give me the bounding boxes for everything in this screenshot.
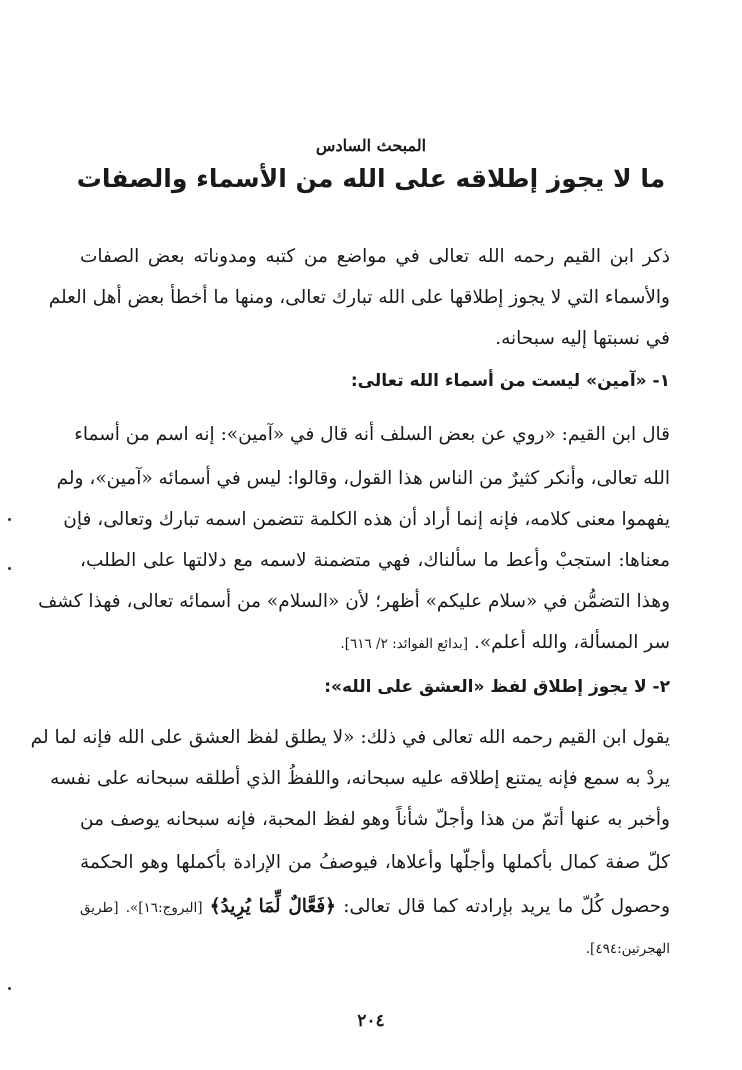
citation: [بدائع الفوائد: ٢/ ٦١٦].: [340, 636, 469, 652]
quran-verse: ﴿فَعَّالٌ لِّمَا يُرِيدُ﴾: [209, 896, 337, 917]
citation-line: الهجرتين:٤٩٤].: [585, 941, 670, 957]
paragraph-line: يفهموا معنى كلامه، فإنه إنما أراد أن هذه الكلمة تتضمن اسمه تبارك وتعالى، فإن: [63, 509, 670, 530]
intro-line: في نسبتها إليه سبحانه.: [495, 328, 670, 349]
intro-line: والأسماء التي لا يجوز إطلاقها على الله تبارك تعالى، ومنها ما أخطأ بعض أهل العلم: [48, 287, 670, 308]
citation: [البروج:١٦]».: [125, 900, 203, 916]
paragraph-text: وحصول كُلّ ما يريد بإرادته كما قال تعالى:: [343, 896, 671, 917]
paragraph-line: يقول ابن القيم رحمه الله تعالى في ذلك: «لا يطلق لفظ العشق على الله فإنه لما لم: [30, 727, 670, 748]
section-1-heading: ١- «آمين» ليست من أسماء الله تعالى:: [350, 371, 670, 391]
page-number: ٢٠٤: [357, 1011, 385, 1031]
paragraph-line: [80, 628, 670, 659]
paragraph-line: [80, 892, 670, 923]
paragraph-line: وهذا التضمُّن في «سلام عليكم» أظهر؛ لأن «السلام» من أسمائه تعالى، فهذا كشف: [38, 591, 670, 612]
page-title: ما لا يجوز إطلاقه على الله من الأسماء والصفات: [76, 164, 666, 193]
paragraph-line: قال ابن القيم: «روي عن بعض السلف أنه قال في «آمين»: إنه اسم من أسماء: [74, 424, 670, 445]
paragraph-text: سر المسألة، والله أعلم».: [473, 632, 670, 653]
paragraph-line: يردْ به سمع فإنه يمتنع إطلاقه عليه سبحانه، واللفظُ الذي أطلقه سبحانه على نفسه: [50, 768, 670, 789]
intro-line: ذكر ابن القيم رحمه الله تعالى في مواضع من كتبه ومدوناته بعض الصفات: [80, 246, 670, 267]
paragraph-line: وأخبر به عنها أتمّ من هذا وأجلّ شأناً وهو لفظ المحبة، فإنه سبحانه يوصف من: [80, 809, 670, 830]
section-label: المبحث السادس: [315, 136, 427, 155]
margin-mark: [8, 518, 11, 521]
paragraph-line: كلّ صفة كمال بأكملها وأجلّها وأعلاها، فيوصفُ من الإرادة بأكملها وهو الحكمة: [80, 852, 670, 873]
margin-mark: [8, 987, 11, 990]
citation: [طريق: [80, 900, 119, 916]
section-2-heading: ٢- لا يجوز إطلاق لفظ «العشق على الله»:: [324, 677, 670, 697]
margin-mark: [8, 567, 11, 570]
paragraph-line: معناها: استجبْ وأعط ما سألناك، فهي متضمنة لاسمه مع دلالتها على الطلب،: [80, 550, 670, 571]
paragraph-line: الله تعالى، وأنكر كثيرٌ من الناس هذا القول، وقالوا: ليس في أسمائه «آمين»، ولم: [56, 468, 670, 489]
